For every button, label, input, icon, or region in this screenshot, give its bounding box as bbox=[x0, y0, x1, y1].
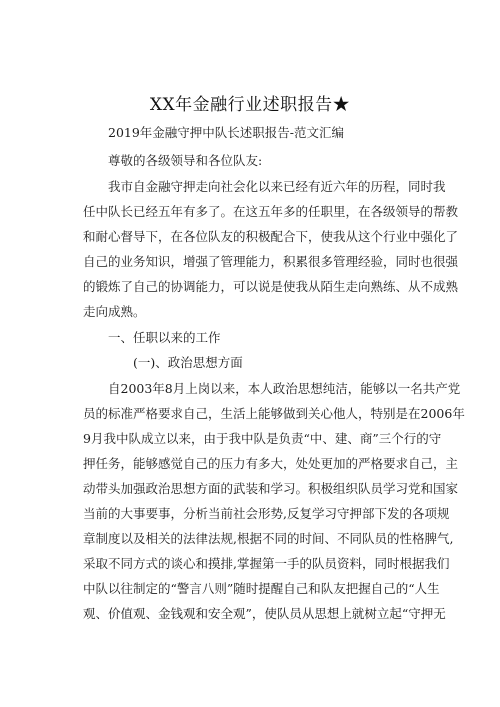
paragraph-line: 和耐心督导下，在各位队友的积极配合下，使我从这个行业中强化了 bbox=[83, 229, 459, 244]
document-title: XX年金融行业述职报告★ bbox=[149, 95, 351, 115]
document-subtitle: 2019年金融守押中队长述职报告-范文汇编 bbox=[108, 125, 345, 140]
paragraph-line: 员的标准严格要求自己，生活上能够做到关心他人，特别是在2006年 bbox=[83, 406, 465, 421]
paragraph-line: 任中队长已经五年有多了。在这五年多的任职里，在各级领导的帮教 bbox=[83, 204, 459, 219]
paragraph-line: 9月我中队成立以来，由于我中队是负责“中、建、商”三个行的守 bbox=[83, 431, 442, 446]
paragraph-line: 采取不同方式的谈心和摸排,掌握第一手的队员资料，同时根据我们 bbox=[83, 556, 450, 571]
paragraph-line: 自己的业务知识，增强了管理能力，积累很多管理经验，同时也很强 bbox=[83, 254, 459, 269]
subsection-heading: (一)、政治思想方面 bbox=[133, 355, 243, 370]
paragraph-line: 当前的大事要事，分析当前社会形势,反复学习守押部下发的各项规 bbox=[83, 506, 450, 521]
paragraph-line: 我市自金融守押走向社会化以来已经有近六年的历程，同时我 bbox=[108, 179, 446, 194]
paragraph-line: 章制度以及相关的法律法规,根据不同的时间、不同队员的性格脾气, bbox=[83, 531, 454, 546]
paragraph-line: 押任务，能够感觉自己的压力有多大，处处更加的严格要求自己，主 bbox=[83, 456, 459, 471]
section-heading: 一、任职以来的工作 bbox=[108, 330, 221, 345]
paragraph-line: 观、价值观、金钱观和安全观”，使队员从思想上就树立起“守押无 bbox=[83, 606, 446, 621]
paragraph-line: 动带头加强政治思想方面的武装和学习。积极组织队员学习党和国家 bbox=[83, 481, 459, 496]
paragraph-line: 自2003年8月上岗以来，本人政治思想纯洁，能够以一名共产党 bbox=[108, 381, 461, 396]
salutation: 尊敬的各级领导和各位队友: bbox=[108, 153, 263, 168]
paragraph-line: 中队以往制定的“警言八则”随时提醒自己和队友把握自己的“人生 bbox=[83, 581, 440, 596]
paragraph-line: 的锻炼了自己的协调能力，可以说是使我从陌生走向熟练、从不成熟 bbox=[83, 279, 459, 294]
paragraph-line: 走向成熟。 bbox=[83, 304, 146, 319]
